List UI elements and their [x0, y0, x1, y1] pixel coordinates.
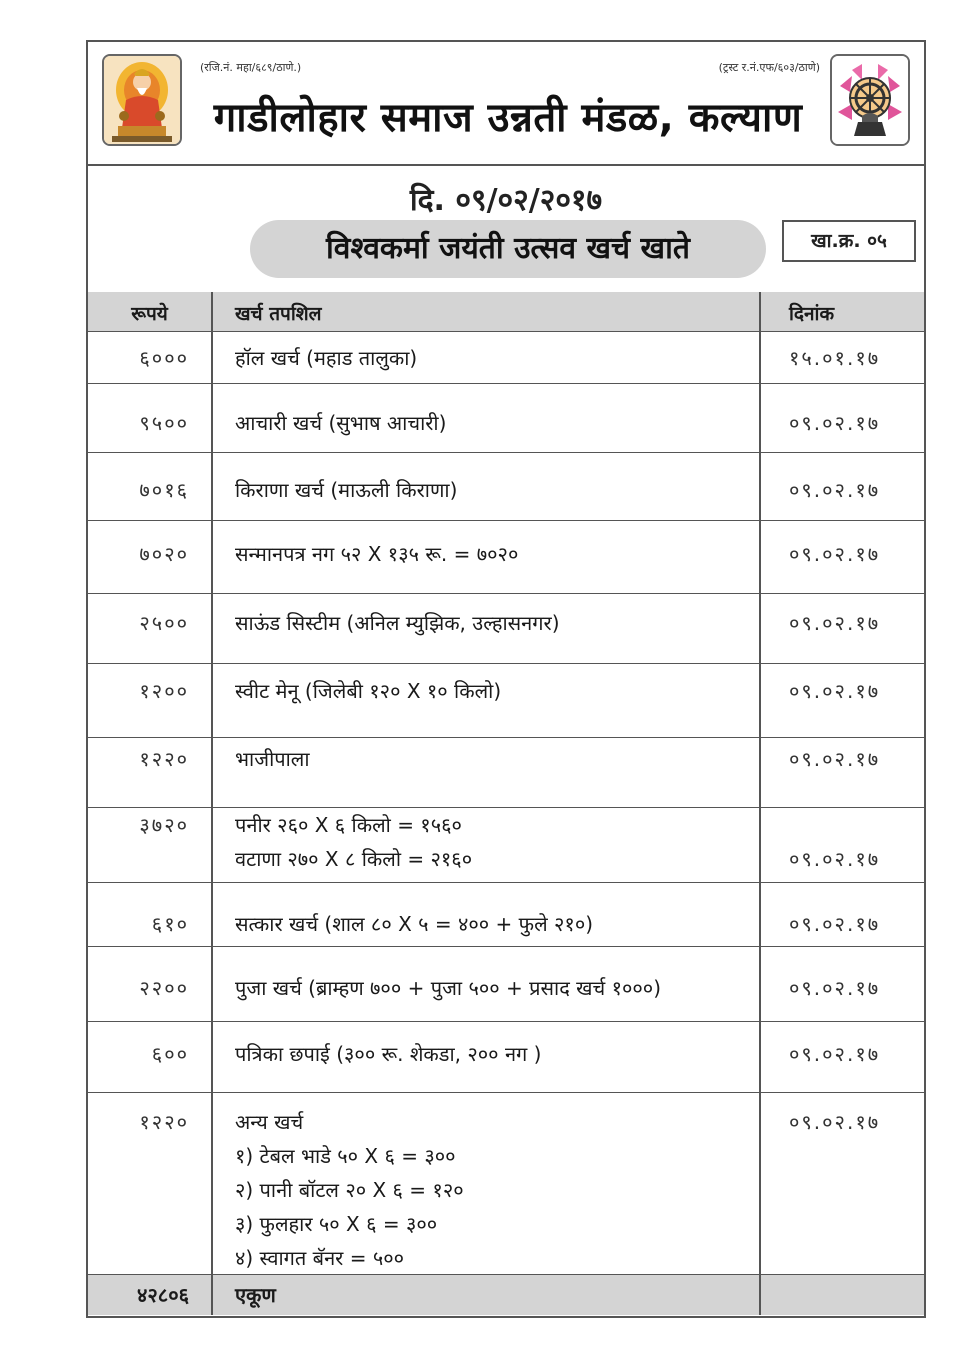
row-detail-line: २) पानी बॉटल २० X ६ = १२०	[235, 1178, 464, 1202]
row-details	[213, 521, 761, 593]
total-row	[88, 1275, 924, 1315]
row-date: ०९.०२.१७	[789, 679, 881, 703]
row-amount: ७०१६	[88, 453, 213, 520]
row-date: ०९.०२.१७	[789, 1110, 881, 1134]
registration-number-right: (ट्रस्ट र.नं.एफ/६०३/ठाणे)	[718, 61, 820, 74]
total-date-empty	[761, 1275, 924, 1315]
row-date: १५.०१.१७	[789, 346, 881, 370]
row-amount: ६००	[88, 1022, 213, 1092]
row-details	[213, 883, 761, 946]
wheel-lotus-logo	[830, 54, 910, 146]
table-row	[88, 521, 924, 594]
row-detail-line: साऊंड सिस्टीम (अनिल म्युझिक, उल्हासनगर)	[235, 611, 560, 635]
row-details	[213, 384, 761, 452]
column-header-date: दिनांक	[789, 303, 835, 325]
row-detail-line: पुजा खर्च (ब्राम्हण ७०० + पुजा ५०० + प्रसाद खर्च १०००)	[235, 976, 661, 1000]
row-details	[213, 947, 761, 1021]
row-details	[213, 738, 761, 807]
row-details	[213, 1093, 761, 1274]
row-details	[213, 1022, 761, 1092]
table-row	[88, 664, 924, 738]
row-details	[213, 594, 761, 663]
row-detail-line: स्वीट मेनू (जिलेबी १२० X १० किलो)	[235, 679, 502, 703]
column-header-amount: रूपये	[88, 292, 213, 331]
row-date: ०९.०२.१७	[789, 847, 881, 871]
row-date: ०९.०२.१७	[789, 912, 881, 936]
row-detail-line: सन्मानपत्र नग ५२ X १३५ रू. = ७०२०	[235, 542, 519, 566]
row-amount: २५००	[88, 594, 213, 663]
row-amount: ७०२०	[88, 521, 213, 593]
row-details	[213, 332, 761, 383]
ledger-number: खा.क्र. ०५	[782, 220, 916, 262]
row-date: ०९.०२.१७	[789, 1042, 881, 1066]
table-row	[88, 332, 924, 384]
row-amount: ३७२०	[88, 808, 213, 882]
table-row	[88, 738, 924, 808]
table-row	[88, 883, 924, 947]
table-row	[88, 808, 924, 883]
total-label: एकूण	[213, 1275, 761, 1315]
registration-number-left: (रजि.नं. महा/६८९/ठाणे.)	[200, 61, 302, 74]
table-row	[88, 594, 924, 664]
row-detail-line: आचारी खर्च (सुभाष आचारी)	[235, 411, 447, 435]
column-header-details: खर्च तपशिल	[213, 292, 761, 331]
row-details	[213, 664, 761, 737]
row-date: ०९.०२.१७	[789, 611, 881, 635]
row-detail-line: वटाणा २७० X ८ किलो = २१६०	[235, 847, 473, 871]
row-date: ०९.०२.१७	[789, 542, 881, 566]
table-row	[88, 1093, 924, 1275]
organization-name: गाडीलोहार समाज उन्नती मंडळ, कल्याण	[213, 95, 803, 141]
total-amount: ४२८०६	[88, 1275, 213, 1315]
title-area	[88, 164, 924, 294]
table-row	[88, 947, 924, 1022]
row-detail-line: पनीर २६० X ६ किलो = १५६०	[235, 813, 462, 837]
row-amount: १२२०	[88, 738, 213, 807]
row-date: ०९.०२.१७	[789, 747, 881, 771]
letterhead	[88, 42, 924, 166]
expense-table	[88, 292, 924, 1315]
row-date: ०९.०२.१७	[789, 411, 881, 435]
row-amount: ६१०	[88, 883, 213, 946]
row-detail-line: किराणा खर्च (माऊली किराणा)	[235, 478, 458, 502]
table-row	[88, 453, 924, 521]
row-amount: २२००	[88, 947, 213, 1021]
row-amount: १२००	[88, 664, 213, 737]
row-date: ०९.०२.१७	[789, 478, 881, 502]
vishwakarma-deity-logo	[102, 54, 182, 146]
table-row	[88, 384, 924, 453]
row-detail-line: ४) स्वागत बॅनर = ५००	[235, 1246, 405, 1270]
row-detail-line: पत्रिका छपाई (३०० रू. शेकडा, २०० नग )	[235, 1042, 542, 1066]
row-detail-line: सत्कार खर्च (शाल ८० X ५ = ४०० + फुले २१०)	[235, 912, 594, 936]
row-amount: १२२०	[88, 1093, 213, 1274]
row-detail-line: हॉल खर्च (महाड तालुका)	[235, 346, 418, 370]
row-detail-line: भाजीपाला	[235, 747, 310, 771]
row-amount: ६०००	[88, 332, 213, 383]
table-header	[88, 292, 924, 332]
row-detail-line: ३) फुलहार ५० X ६ = ३००	[235, 1212, 438, 1236]
account-sheet	[86, 40, 926, 1318]
row-detail-line: १) टेबल भाडे ५० X ६ = ३००	[235, 1144, 456, 1168]
row-amount: ९५००	[88, 384, 213, 452]
row-details	[213, 808, 761, 882]
document-title: विश्वकर्मा जयंती उत्सव खर्च खाते	[250, 220, 766, 278]
document-date: दि. ०९/०२/२०१७	[409, 183, 603, 218]
row-date: ०९.०२.१७	[789, 976, 881, 1000]
row-details	[213, 453, 761, 520]
row-detail-line: अन्य खर्च	[235, 1110, 304, 1134]
table-row	[88, 1022, 924, 1093]
